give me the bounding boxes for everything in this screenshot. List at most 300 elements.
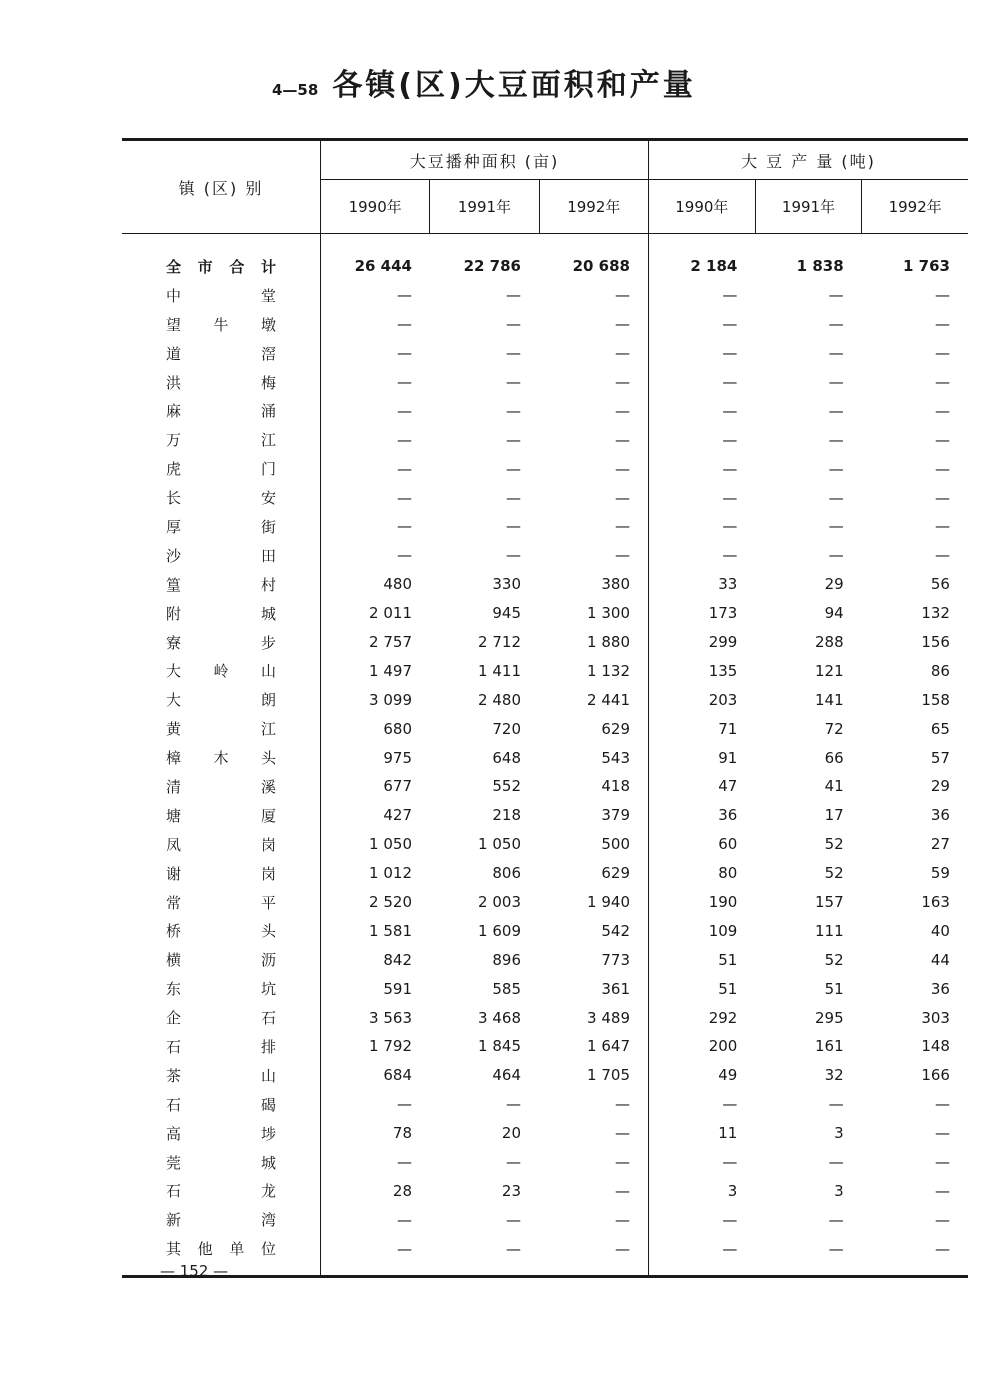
area-year-1991: 1991年 bbox=[429, 180, 538, 233]
value-cell-p92: — bbox=[934, 401, 950, 420]
value-cell-a91: — bbox=[506, 373, 521, 391]
value-cell-a91: — bbox=[506, 315, 521, 334]
value-cell-a90: — bbox=[397, 459, 412, 478]
value-cell-a90: — bbox=[397, 1095, 412, 1114]
table-row bbox=[122, 830, 320, 859]
value-cell-a92: 20 688 bbox=[572, 257, 630, 276]
value-cell-a91: — bbox=[506, 546, 521, 565]
table-row bbox=[122, 888, 320, 917]
value-cell-a92: 418 bbox=[601, 777, 630, 796]
table-row bbox=[122, 743, 320, 772]
value-cell-a90: 680 bbox=[383, 719, 412, 738]
value-cell-a91: 22 786 bbox=[463, 257, 521, 276]
table-row bbox=[122, 1119, 320, 1148]
value-cell-a92: 3 489 bbox=[587, 1008, 630, 1027]
value-cell-a90: 3 099 bbox=[369, 690, 412, 709]
value-cell-a92: — bbox=[615, 1239, 630, 1258]
value-cell-p91: 51 bbox=[824, 979, 844, 998]
value-cell-p91: 3 bbox=[834, 1181, 844, 1200]
value-cell-p91: 52 bbox=[824, 835, 844, 854]
region-name: 高 埗 bbox=[166, 1124, 276, 1143]
table-row bbox=[122, 1148, 320, 1177]
value-cell-a91: 3 468 bbox=[478, 1008, 521, 1027]
table-title: 各镇(区)大豆面积和产量 bbox=[332, 68, 696, 103]
table-row bbox=[122, 599, 320, 628]
value-cell-p91: — bbox=[828, 546, 844, 565]
value-cell-p92: — bbox=[934, 430, 950, 449]
value-cell-a92: — bbox=[615, 1181, 630, 1200]
value-cell-p91: — bbox=[828, 286, 844, 305]
value-cell-p90: 51 bbox=[718, 950, 738, 969]
value-cell-p92: 29 bbox=[930, 777, 950, 796]
value-cell-p91: — bbox=[828, 1239, 844, 1258]
value-cell-a90: 78 bbox=[392, 1124, 412, 1143]
value-cell-p92: 36 bbox=[930, 979, 950, 998]
value-cell-p90: 91 bbox=[718, 748, 738, 767]
table-row bbox=[122, 1177, 320, 1206]
value-cell-p90: — bbox=[722, 488, 738, 507]
value-cell-p90: 3 bbox=[727, 1181, 738, 1200]
table-row bbox=[122, 656, 320, 685]
value-cell-p91: — bbox=[828, 459, 844, 478]
value-cell-a91: — bbox=[506, 1210, 521, 1229]
table-row bbox=[122, 454, 320, 483]
table-row bbox=[122, 859, 320, 888]
value-cell-a92: — bbox=[615, 517, 630, 536]
value-cell-a90: 3 563 bbox=[369, 1008, 412, 1027]
value-cell-a90: 1 792 bbox=[369, 1037, 412, 1056]
value-cell-p92: 40 bbox=[930, 921, 950, 940]
page-number: — 152 — bbox=[160, 1262, 229, 1280]
value-cell-a91: 2 480 bbox=[478, 690, 521, 709]
value-cell-a90: — bbox=[397, 315, 412, 334]
value-cell-p91: 52 bbox=[824, 950, 844, 969]
value-cell-p92: 166 bbox=[921, 1066, 950, 1085]
value-cell-a92: — bbox=[615, 1153, 630, 1172]
region-name: 虎 门 bbox=[166, 460, 276, 479]
value-cell-a90: 26 444 bbox=[354, 257, 412, 276]
value-cell-p90: 109 bbox=[708, 921, 738, 940]
value-cell-p92: 36 bbox=[930, 806, 950, 825]
table-row bbox=[122, 512, 320, 541]
value-cell-p91: — bbox=[828, 488, 844, 507]
value-cell-p90: — bbox=[722, 1210, 738, 1229]
value-cell-p90: — bbox=[722, 373, 738, 391]
region-name: 麻 涌 bbox=[166, 402, 276, 421]
value-cell-p92: — bbox=[934, 1095, 950, 1114]
area-header-group bbox=[320, 141, 648, 233]
table-row bbox=[122, 1032, 320, 1061]
value-cell-a90: 480 bbox=[383, 575, 412, 594]
value-cell-a92: — bbox=[615, 401, 630, 420]
value-cell-p92: 86 bbox=[930, 661, 950, 680]
area-1992-column bbox=[539, 234, 648, 1275]
value-cell-a92: — bbox=[615, 546, 630, 565]
region-name: 桥 头 bbox=[166, 922, 276, 941]
value-cell-a92: 1 880 bbox=[587, 633, 630, 652]
table-row bbox=[122, 772, 320, 801]
value-cell-p91: 41 bbox=[824, 777, 844, 796]
value-cell-p91: 66 bbox=[824, 748, 844, 767]
value-cell-a91: 1 050 bbox=[478, 835, 521, 854]
value-cell-p92: — bbox=[934, 1181, 950, 1200]
region-name: 万 江 bbox=[166, 431, 276, 450]
value-cell-a90: — bbox=[397, 546, 412, 565]
region-name: 莞 城 bbox=[166, 1153, 276, 1172]
value-cell-a90: 2 011 bbox=[369, 604, 412, 623]
region-name: 附 城 bbox=[166, 604, 276, 623]
value-cell-p90: 71 bbox=[718, 719, 738, 738]
value-cell-p90: 51 bbox=[718, 979, 738, 998]
value-cell-p90: 60 bbox=[718, 835, 738, 854]
value-cell-a90: — bbox=[397, 344, 412, 363]
value-cell-a91: 945 bbox=[492, 604, 521, 623]
table-row bbox=[122, 396, 320, 425]
value-cell-p90: 47 bbox=[718, 777, 738, 796]
region-name: 其 他 单 位 bbox=[166, 1240, 276, 1259]
value-cell-p91: — bbox=[828, 1210, 844, 1229]
value-cell-p92: 132 bbox=[921, 604, 950, 623]
value-cell-a91: 585 bbox=[492, 979, 521, 998]
table-row bbox=[122, 483, 320, 512]
value-cell-p90: 200 bbox=[708, 1037, 738, 1056]
value-cell-p92: — bbox=[934, 315, 950, 334]
value-cell-a90: 677 bbox=[383, 777, 412, 796]
value-cell-a91: 20 bbox=[501, 1124, 521, 1143]
value-cell-p90: 33 bbox=[718, 575, 738, 594]
value-cell-a90: 975 bbox=[383, 748, 412, 767]
value-cell-a92: — bbox=[615, 1124, 630, 1143]
value-cell-p91: — bbox=[828, 373, 844, 391]
area-columns bbox=[320, 234, 648, 1275]
value-cell-p92: — bbox=[934, 373, 950, 391]
production-year-1991: 1991年 bbox=[755, 180, 862, 233]
value-cell-a91: — bbox=[506, 459, 521, 478]
value-cell-a90: — bbox=[397, 1239, 412, 1258]
area-group-title: 大豆播种面积 (亩) bbox=[321, 141, 648, 180]
value-cell-p92: — bbox=[934, 517, 950, 536]
value-cell-p92: 56 bbox=[930, 575, 950, 594]
production-year-1990: 1990年 bbox=[675, 198, 729, 216]
value-cell-a91: 23 bbox=[501, 1181, 521, 1200]
value-cell-a91: 552 bbox=[492, 777, 521, 796]
data-table bbox=[122, 138, 968, 1278]
value-cell-p92: 303 bbox=[921, 1008, 950, 1027]
table-row bbox=[122, 1090, 320, 1119]
value-cell-p91: 295 bbox=[815, 1008, 844, 1027]
page-title bbox=[272, 60, 832, 104]
value-cell-a90: 1 050 bbox=[369, 835, 412, 854]
region-name: 常 平 bbox=[166, 893, 276, 912]
value-cell-a90: — bbox=[397, 517, 412, 536]
table-row bbox=[122, 541, 320, 570]
table-row bbox=[122, 425, 320, 454]
value-cell-p91: — bbox=[828, 430, 844, 449]
value-cell-p90: — bbox=[722, 459, 738, 478]
value-cell-p91: 94 bbox=[824, 604, 844, 623]
region-name: 樟 木 头 bbox=[166, 749, 276, 768]
value-cell-a90: — bbox=[397, 373, 412, 391]
value-cell-p92: 148 bbox=[921, 1037, 950, 1056]
value-cell-p90: — bbox=[722, 401, 738, 420]
table-row bbox=[122, 368, 320, 397]
value-cell-a90: 427 bbox=[383, 806, 412, 825]
region-name: 全 市 合 计 bbox=[166, 257, 276, 276]
value-cell-a92: 380 bbox=[601, 575, 630, 594]
value-cell-a90: 1 497 bbox=[369, 661, 412, 680]
value-cell-a90: 684 bbox=[383, 1066, 412, 1085]
table-row bbox=[122, 252, 320, 281]
value-cell-p90: 11 bbox=[718, 1124, 738, 1143]
value-cell-p91: — bbox=[828, 517, 844, 536]
value-cell-a92: 1 300 bbox=[587, 604, 630, 623]
value-cell-p90: — bbox=[722, 315, 738, 334]
value-cell-a91: 2 003 bbox=[478, 893, 521, 912]
region-name: 大 岭 山 bbox=[166, 662, 276, 681]
value-cell-p91: 17 bbox=[824, 806, 844, 825]
value-cell-a90: — bbox=[397, 1153, 412, 1172]
value-cell-p91: 29 bbox=[824, 575, 844, 594]
production-1990-column bbox=[649, 234, 755, 1275]
table-row bbox=[122, 310, 320, 339]
value-cell-p92: — bbox=[934, 286, 950, 305]
value-cell-a90: 1 581 bbox=[369, 921, 412, 940]
value-cell-p90: — bbox=[722, 430, 738, 449]
value-cell-p91: 1 838 bbox=[796, 257, 844, 276]
value-cell-p90: — bbox=[722, 1153, 738, 1172]
table-row bbox=[122, 1061, 320, 1090]
value-cell-p90: — bbox=[722, 517, 738, 536]
value-cell-a92: 379 bbox=[601, 806, 630, 825]
region-name: 寮 步 bbox=[166, 633, 276, 652]
value-cell-a91: — bbox=[506, 286, 521, 305]
region-name: 谢 岗 bbox=[166, 864, 276, 883]
value-cell-p91: 161 bbox=[815, 1037, 844, 1056]
region-name: 长 安 bbox=[166, 489, 276, 508]
value-cell-p92: 156 bbox=[921, 633, 950, 652]
value-cell-a91: 1 609 bbox=[478, 921, 521, 940]
value-cell-p92: 44 bbox=[930, 950, 950, 969]
value-cell-a90: 842 bbox=[383, 950, 412, 969]
value-cell-a91: — bbox=[506, 344, 521, 363]
value-cell-p92: 27 bbox=[930, 835, 950, 854]
value-cell-a92: 773 bbox=[601, 950, 630, 969]
value-cell-a92: — bbox=[615, 1095, 630, 1114]
value-cell-a91: — bbox=[506, 488, 521, 507]
value-cell-p90: 292 bbox=[708, 1008, 738, 1027]
value-cell-a91: — bbox=[506, 430, 521, 449]
value-cell-p90: 299 bbox=[708, 633, 738, 652]
area-1990-column bbox=[321, 234, 430, 1275]
region-name: 篁 村 bbox=[166, 575, 276, 594]
production-1992-column bbox=[862, 234, 968, 1275]
region-column bbox=[122, 234, 320, 1275]
production-header-group bbox=[648, 141, 968, 233]
table-row bbox=[122, 714, 320, 743]
value-cell-p91: 141 bbox=[815, 690, 844, 709]
value-cell-p92: — bbox=[934, 1210, 950, 1229]
value-cell-p90: 2 184 bbox=[690, 257, 738, 276]
value-cell-a92: — bbox=[615, 459, 630, 478]
region-name: 沙 田 bbox=[166, 546, 276, 565]
value-cell-a92: 542 bbox=[601, 921, 630, 940]
value-cell-p92: — bbox=[934, 344, 950, 363]
value-cell-a91: 330 bbox=[492, 575, 521, 594]
value-cell-a91: — bbox=[506, 1153, 521, 1172]
value-cell-a90: 1 012 bbox=[369, 864, 412, 883]
value-cell-a91: 720 bbox=[492, 719, 521, 738]
value-cell-p92: — bbox=[934, 546, 950, 565]
value-cell-a92: 361 bbox=[601, 979, 630, 998]
production-columns bbox=[648, 234, 968, 1275]
value-cell-p91: — bbox=[828, 344, 844, 363]
table-row bbox=[122, 945, 320, 974]
value-cell-a90: 591 bbox=[383, 979, 412, 998]
value-cell-p92: 158 bbox=[921, 690, 950, 709]
region-name: 东 坑 bbox=[166, 980, 276, 999]
value-cell-a90: — bbox=[397, 401, 412, 420]
value-cell-p91: 52 bbox=[824, 864, 844, 883]
value-cell-p92: 59 bbox=[930, 864, 950, 883]
table-row bbox=[122, 1003, 320, 1032]
value-cell-p90: — bbox=[722, 344, 738, 363]
production-1991-column bbox=[755, 234, 861, 1275]
region-name: 石 碣 bbox=[166, 1095, 276, 1114]
value-cell-a90: 2 757 bbox=[369, 633, 412, 652]
value-cell-p92: 163 bbox=[921, 893, 950, 912]
value-cell-p91: 157 bbox=[815, 893, 844, 912]
value-cell-p90: 80 bbox=[718, 864, 738, 883]
value-cell-a91: — bbox=[506, 1095, 521, 1114]
value-cell-a92: 1 132 bbox=[587, 661, 630, 680]
production-year-1992: 1992年 bbox=[861, 180, 968, 233]
table-row bbox=[122, 570, 320, 599]
value-cell-p91: 121 bbox=[815, 661, 844, 680]
value-cell-p92: — bbox=[934, 488, 950, 507]
value-cell-p92: — bbox=[934, 1239, 950, 1258]
value-cell-p90: 203 bbox=[708, 690, 738, 709]
table-row bbox=[122, 974, 320, 1003]
value-cell-a91: 1 845 bbox=[478, 1037, 521, 1056]
region-name: 新 湾 bbox=[166, 1211, 276, 1230]
table-row bbox=[122, 628, 320, 657]
value-cell-a92: 1 647 bbox=[587, 1037, 630, 1056]
table-number: 4—58 bbox=[272, 81, 319, 99]
value-cell-p92: 65 bbox=[930, 719, 950, 738]
value-cell-a91: — bbox=[506, 517, 521, 536]
value-cell-a91: — bbox=[506, 401, 521, 420]
region-name: 塘 厦 bbox=[166, 806, 276, 825]
region-header: 镇 (区) 别 bbox=[178, 178, 264, 198]
table-body bbox=[122, 234, 968, 1275]
value-cell-p91: 288 bbox=[815, 633, 844, 652]
value-cell-a90: — bbox=[397, 488, 412, 507]
value-cell-p90: 173 bbox=[708, 604, 738, 623]
table-row bbox=[122, 281, 320, 310]
value-cell-p91: — bbox=[828, 315, 844, 334]
value-cell-a90: — bbox=[397, 1210, 412, 1229]
value-cell-p91: — bbox=[828, 1153, 844, 1172]
region-name: 望 牛 墩 bbox=[166, 315, 276, 334]
value-cell-p92: — bbox=[934, 1124, 950, 1143]
value-cell-a92: — bbox=[615, 286, 630, 305]
value-cell-a92: — bbox=[615, 488, 630, 507]
table-row bbox=[122, 339, 320, 368]
value-cell-p91: 111 bbox=[815, 921, 844, 940]
value-cell-a92: 629 bbox=[601, 719, 630, 738]
value-cell-p92: — bbox=[934, 1153, 950, 1172]
region-name: 中 堂 bbox=[166, 286, 276, 305]
value-cell-p90: — bbox=[722, 1095, 738, 1114]
value-cell-p91: — bbox=[828, 1095, 844, 1114]
value-cell-p91: 3 bbox=[834, 1124, 844, 1143]
table-row bbox=[122, 801, 320, 830]
region-name: 洪 梅 bbox=[166, 373, 276, 392]
value-cell-a91: 464 bbox=[492, 1066, 521, 1085]
value-cell-a92: 1 705 bbox=[587, 1066, 630, 1085]
region-name: 横 沥 bbox=[166, 951, 276, 970]
value-cell-a92: — bbox=[615, 344, 630, 363]
value-cell-a91: 896 bbox=[492, 950, 521, 969]
area-1991-column bbox=[430, 234, 539, 1275]
value-cell-p92: 57 bbox=[930, 748, 950, 767]
table-row bbox=[122, 685, 320, 714]
value-cell-a91: 218 bbox=[492, 806, 521, 825]
production-group-title: 大 豆 产 量 (吨) bbox=[649, 141, 968, 180]
value-cell-a92: — bbox=[615, 1210, 630, 1229]
region-name: 企 石 bbox=[166, 1009, 276, 1028]
value-cell-p90: 135 bbox=[708, 661, 738, 680]
value-cell-a92: — bbox=[615, 373, 630, 391]
value-cell-p92: 1 763 bbox=[903, 257, 950, 276]
value-cell-a91: 648 bbox=[492, 748, 521, 767]
value-cell-a92: 500 bbox=[601, 835, 630, 854]
value-cell-a90: 2 520 bbox=[369, 893, 412, 912]
value-cell-a91: 1 411 bbox=[478, 661, 521, 680]
region-name: 厚 街 bbox=[166, 517, 276, 536]
value-cell-a92: 2 441 bbox=[587, 690, 630, 709]
value-cell-a90: — bbox=[397, 286, 412, 305]
value-cell-a90: 28 bbox=[392, 1181, 412, 1200]
value-cell-p92: — bbox=[934, 459, 950, 478]
value-cell-a91: 806 bbox=[492, 864, 521, 883]
table-header bbox=[122, 141, 968, 234]
table-row bbox=[122, 1205, 320, 1234]
value-cell-p91: 32 bbox=[824, 1066, 844, 1085]
value-cell-p91: 72 bbox=[824, 719, 844, 738]
table-row bbox=[122, 916, 320, 945]
area-year-1990: 1990年 bbox=[348, 198, 402, 216]
value-cell-a91: — bbox=[506, 1239, 521, 1258]
area-year-1992: 1992年 bbox=[539, 180, 648, 233]
value-cell-a90: — bbox=[397, 430, 412, 449]
value-cell-p91: — bbox=[828, 401, 844, 420]
region-name: 石 排 bbox=[166, 1037, 276, 1056]
region-name: 石 龙 bbox=[166, 1182, 276, 1201]
value-cell-p90: — bbox=[722, 1239, 738, 1258]
region-name: 黄 江 bbox=[166, 720, 276, 739]
value-cell-p90: — bbox=[722, 546, 738, 565]
region-name: 凤 岗 bbox=[166, 835, 276, 854]
region-name: 道 滘 bbox=[166, 344, 276, 363]
value-cell-p90: 49 bbox=[718, 1066, 738, 1085]
value-cell-a92: — bbox=[615, 315, 630, 334]
value-cell-p90: — bbox=[722, 286, 738, 305]
value-cell-p90: 36 bbox=[718, 806, 738, 825]
value-cell-a92: 543 bbox=[601, 748, 630, 767]
region-name: 清 溪 bbox=[166, 777, 276, 796]
value-cell-a92: — bbox=[615, 430, 630, 449]
